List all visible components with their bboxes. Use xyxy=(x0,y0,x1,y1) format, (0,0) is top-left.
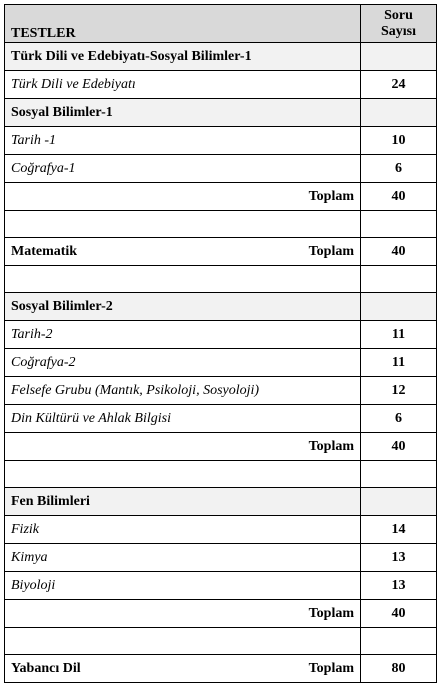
question-count: 11 xyxy=(361,349,437,377)
subject-row xyxy=(5,127,437,155)
blank-row xyxy=(5,628,437,655)
tests-column-header: TESTLER xyxy=(5,5,361,43)
question-count: 6 xyxy=(361,405,437,433)
question-count: 12 xyxy=(361,377,437,405)
total-label: Toplam xyxy=(308,661,354,676)
question-count: 11 xyxy=(361,321,437,349)
section-title: Sosyal Bilimler-2 xyxy=(5,293,361,321)
question-count: 40 xyxy=(361,600,437,628)
subject-row xyxy=(5,544,437,572)
subject-row xyxy=(5,321,437,349)
section-row xyxy=(5,43,437,71)
question-count: 10 xyxy=(361,127,437,155)
question-count-header-line2: Sayısı xyxy=(380,23,416,39)
question-count xyxy=(361,266,437,293)
total-row xyxy=(5,600,437,628)
question-count: 13 xyxy=(361,572,437,600)
subject-row xyxy=(5,405,437,433)
combined-name-cell xyxy=(5,655,361,683)
question-count-header-line1: Soru xyxy=(384,7,413,23)
subject-row xyxy=(5,71,437,99)
subject-name: Biyoloji xyxy=(5,572,361,600)
subject-name: Coğrafya-2 xyxy=(5,349,361,377)
question-count: 14 xyxy=(361,516,437,544)
exam-questions-table xyxy=(4,4,437,683)
test-name: Matematik xyxy=(11,244,78,259)
blank-row xyxy=(5,461,437,488)
subject-name: Tarih -1 xyxy=(5,127,361,155)
question-count xyxy=(361,43,437,71)
subject-name: Din Kültürü ve Ahlak Bilgisi xyxy=(5,405,361,433)
question-count-column-header xyxy=(361,5,437,43)
total-label: Toplam xyxy=(5,600,361,628)
subject-row xyxy=(5,572,437,600)
section-row xyxy=(5,99,437,127)
total-row xyxy=(5,183,437,211)
subject-name: Tarih-2 xyxy=(5,321,361,349)
subject-name: Felsefe Grubu (Mantık, Psikoloji, Sosyoloji) xyxy=(5,377,361,405)
combined-row xyxy=(5,238,437,266)
question-count: 80 xyxy=(361,655,437,683)
question-count xyxy=(361,461,437,488)
question-count: 13 xyxy=(361,544,437,572)
question-count: 40 xyxy=(361,183,437,211)
combined-name-cell xyxy=(5,238,361,266)
question-count xyxy=(361,488,437,516)
total-row xyxy=(5,433,437,461)
test-name: Yabancı Dil xyxy=(11,661,81,676)
subject-name: Kimya xyxy=(5,544,361,572)
question-count xyxy=(361,628,437,655)
empty-cell xyxy=(5,266,361,293)
section-row xyxy=(5,488,437,516)
empty-cell xyxy=(5,628,361,655)
table-header-row xyxy=(5,5,437,43)
combined-row xyxy=(5,655,437,683)
empty-cell xyxy=(5,461,361,488)
blank-row xyxy=(5,211,437,238)
question-count xyxy=(361,211,437,238)
total-label: Toplam xyxy=(5,433,361,461)
table-body xyxy=(5,43,437,683)
subject-row xyxy=(5,377,437,405)
subject-name: Coğrafya-1 xyxy=(5,155,361,183)
section-title: Türk Dili ve Edebiyatı-Sosyal Bilimler-1 xyxy=(5,43,361,71)
question-count: 40 xyxy=(361,238,437,266)
total-label: Toplam xyxy=(308,244,354,259)
section-row xyxy=(5,293,437,321)
subject-row xyxy=(5,516,437,544)
subject-name: Türk Dili ve Edebiyatı xyxy=(5,71,361,99)
section-title: Fen Bilimleri xyxy=(5,488,361,516)
question-count: 40 xyxy=(361,433,437,461)
question-count xyxy=(361,293,437,321)
section-title: Sosyal Bilimler-1 xyxy=(5,99,361,127)
subject-row xyxy=(5,155,437,183)
total-label: Toplam xyxy=(5,183,361,211)
subject-name: Fizik xyxy=(5,516,361,544)
empty-cell xyxy=(5,211,361,238)
question-count: 6 xyxy=(361,155,437,183)
question-count xyxy=(361,99,437,127)
blank-row xyxy=(5,266,437,293)
subject-row xyxy=(5,349,437,377)
question-count: 24 xyxy=(361,71,437,99)
